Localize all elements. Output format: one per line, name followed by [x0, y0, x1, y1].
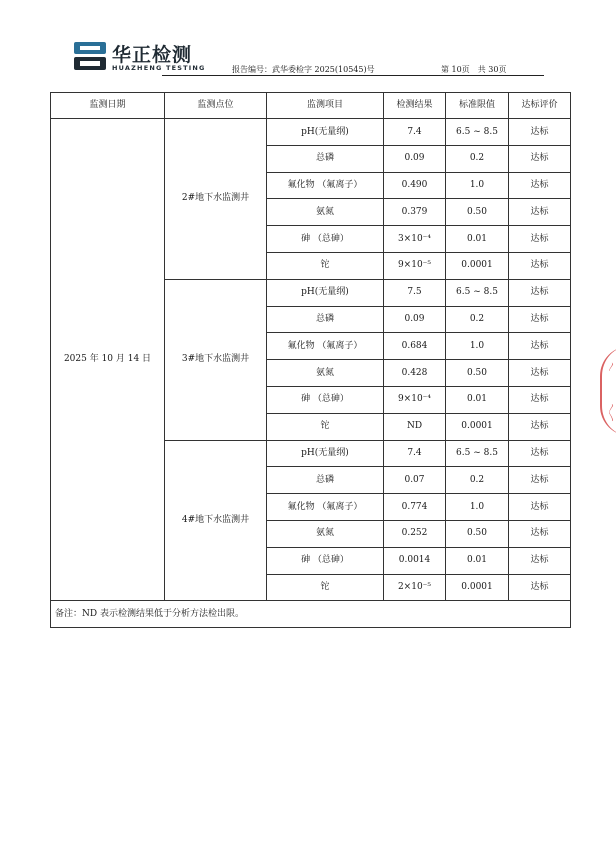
- evaluation-cell: 达标: [509, 172, 571, 199]
- result-cell: 0.379: [384, 199, 446, 226]
- site-cell: 3#地下水监测井: [165, 279, 267, 440]
- result-cell: 3×10⁻⁴: [384, 226, 446, 253]
- limit-cell: 0.01: [446, 226, 509, 253]
- limit-cell: 0.2: [446, 306, 509, 333]
- evaluation-cell: 达标: [509, 547, 571, 574]
- column-header-date: 监测日期: [51, 93, 165, 119]
- limit-cell: 0.50: [446, 199, 509, 226]
- table-header-row: [51, 93, 571, 119]
- report-header: [74, 40, 544, 74]
- result-cell: 0.684: [384, 333, 446, 360]
- limit-cell: 6.5 ~ 8.5: [446, 119, 509, 146]
- result-cell: ND: [384, 413, 446, 440]
- result-cell: 0.428: [384, 360, 446, 387]
- table-row: [51, 119, 571, 146]
- result-cell: 0.774: [384, 494, 446, 521]
- header-divider: [162, 75, 544, 76]
- result-cell: 0.0014: [384, 547, 446, 574]
- result-cell: 9×10⁻⁵: [384, 252, 446, 279]
- item-cell: 总磷: [267, 306, 384, 333]
- evaluation-cell: 达标: [509, 279, 571, 306]
- item-cell: pH(无量纲): [267, 440, 384, 467]
- site-cell: 2#地下水监测井: [165, 119, 267, 280]
- limit-cell: 0.2: [446, 467, 509, 494]
- report-number: 报告编号：武华委检字 2025(10545)号: [232, 65, 375, 74]
- table-note-row: [51, 601, 571, 628]
- monitoring-results-table: [50, 92, 571, 628]
- item-cell: pH(无量纲): [267, 119, 384, 146]
- evaluation-cell: 达标: [509, 494, 571, 521]
- red-seal-stamp: [600, 346, 616, 436]
- limit-cell: 1.0: [446, 172, 509, 199]
- item-cell: 砷 （总砷）: [267, 547, 384, 574]
- evaluation-cell: 达标: [509, 199, 571, 226]
- item-cell: 氨氮: [267, 520, 384, 547]
- column-header-result: 检测结果: [384, 93, 446, 119]
- result-cell: 0.09: [384, 145, 446, 172]
- result-cell: 0.09: [384, 306, 446, 333]
- limit-cell: 0.0001: [446, 252, 509, 279]
- evaluation-cell: 达标: [509, 440, 571, 467]
- item-cell: 氟化物 （氟离子）: [267, 172, 384, 199]
- item-cell: 总磷: [267, 145, 384, 172]
- result-cell: 2×10⁻⁵: [384, 574, 446, 601]
- item-cell: 氟化物 （氟离子）: [267, 494, 384, 521]
- evaluation-cell: 达标: [509, 413, 571, 440]
- evaluation-cell: 达标: [509, 467, 571, 494]
- limit-cell: 0.0001: [446, 574, 509, 601]
- stamp-mark: 〳: [607, 363, 616, 373]
- item-cell: 砷 （总砷）: [267, 386, 384, 413]
- evaluation-cell: 达标: [509, 119, 571, 146]
- result-cell: 7.5: [384, 279, 446, 306]
- page-info: 第 10页 共 30页: [441, 65, 507, 74]
- item-cell: 氨氮: [267, 360, 384, 387]
- item-cell: 氟化物 （氟离子）: [267, 333, 384, 360]
- evaluation-cell: 达标: [509, 226, 571, 253]
- evaluation-cell: 达标: [509, 386, 571, 413]
- column-header-item: 监测项目: [267, 93, 384, 119]
- item-cell: 铊: [267, 413, 384, 440]
- result-cell: 9×10⁻⁴: [384, 386, 446, 413]
- site-cell: 4#地下水监测井: [165, 440, 267, 601]
- limit-cell: 0.01: [446, 386, 509, 413]
- evaluation-cell: 达标: [509, 574, 571, 601]
- item-cell: pH(无量纲): [267, 279, 384, 306]
- item-cell: 氨氮: [267, 199, 384, 226]
- item-cell: 铊: [267, 252, 384, 279]
- result-cell: 0.252: [384, 520, 446, 547]
- limit-cell: 0.50: [446, 520, 509, 547]
- result-cell: 0.490: [384, 172, 446, 199]
- limit-cell: 0.0001: [446, 413, 509, 440]
- stamp-mark: 〱: [607, 409, 616, 419]
- table-note: 备注：ND 表示检测结果低于分析方法检出限。: [51, 601, 571, 628]
- company-name-en: HUAZHENG TESTING: [112, 64, 206, 72]
- limit-cell: 0.50: [446, 360, 509, 387]
- evaluation-cell: 达标: [509, 360, 571, 387]
- limit-cell: 1.0: [446, 494, 509, 521]
- monitoring-date-cell: 2025 年 10 月 14 日: [51, 119, 165, 601]
- evaluation-cell: 达标: [509, 306, 571, 333]
- column-header-limit: 标准限值: [446, 93, 509, 119]
- limit-cell: 0.2: [446, 145, 509, 172]
- evaluation-cell: 达标: [509, 145, 571, 172]
- result-cell: 7.4: [384, 440, 446, 467]
- limit-cell: 0.01: [446, 547, 509, 574]
- limit-cell: 6.5 ~ 8.5: [446, 279, 509, 306]
- company-name-cn: 华正检测: [112, 44, 193, 66]
- item-cell: 铊: [267, 574, 384, 601]
- item-cell: 砷 （总砷）: [267, 226, 384, 253]
- evaluation-cell: 达标: [509, 333, 571, 360]
- company-logo-icon: [74, 42, 106, 70]
- evaluation-cell: 达标: [509, 520, 571, 547]
- limit-cell: 6.5 ~ 8.5: [446, 440, 509, 467]
- column-header-evaluation: 达标评价: [509, 93, 571, 119]
- result-cell: 7.4: [384, 119, 446, 146]
- column-header-site: 监测点位: [165, 93, 267, 119]
- item-cell: 总磷: [267, 467, 384, 494]
- evaluation-cell: 达标: [509, 252, 571, 279]
- result-cell: 0.07: [384, 467, 446, 494]
- limit-cell: 1.0: [446, 333, 509, 360]
